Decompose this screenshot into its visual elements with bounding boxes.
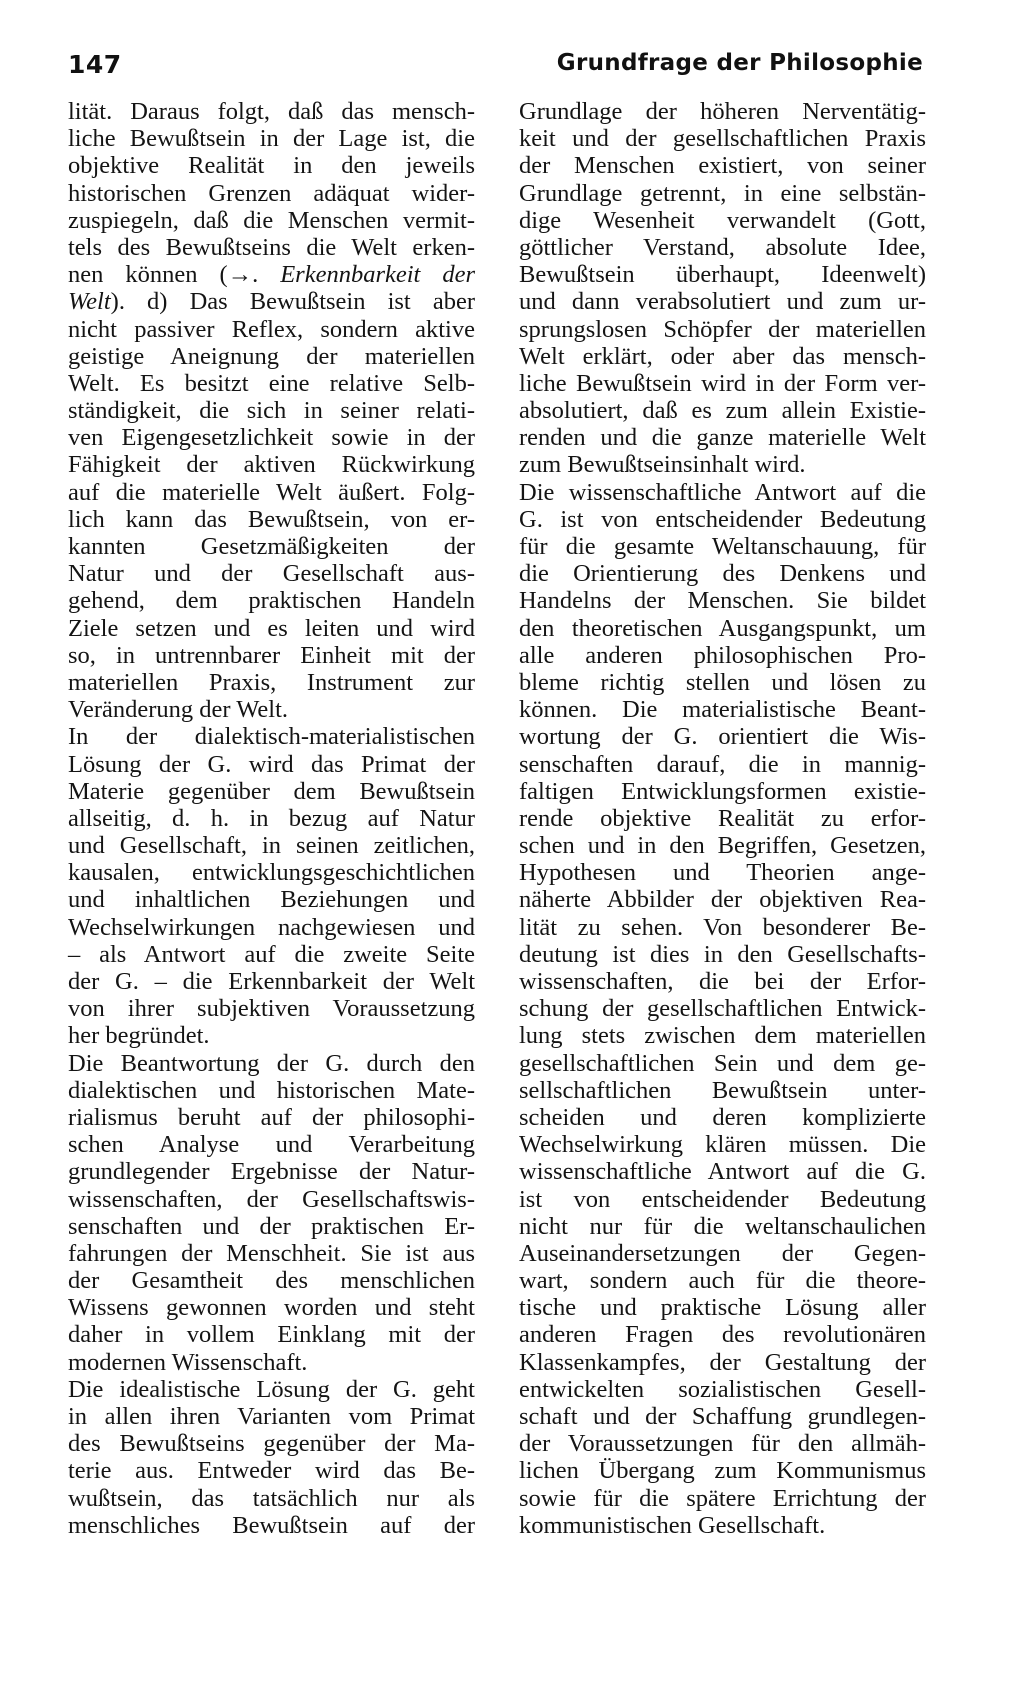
line-text: schung der gesellschaftlichen Entwick-: [519, 995, 926, 1023]
text-line: [68, 1267, 475, 1294]
line-text: ist von entscheidender Bedeutung: [519, 1185, 926, 1213]
line-text: her begründet.: [68, 1022, 210, 1050]
line-text: sprungslosen Schöpfer der materiellen: [519, 315, 926, 343]
line-text: keit und der gesellschaftlichen Praxis: [519, 125, 926, 153]
text-line: [68, 397, 475, 424]
text-line: [68, 1485, 475, 1512]
text-line: [519, 1294, 926, 1321]
line-text: alle anderen philosophischen Pro-: [519, 641, 926, 669]
line-text: der Menschen existiert, von seiner: [519, 152, 926, 180]
text-line: [68, 995, 475, 1022]
text-line: [68, 1240, 475, 1267]
line-text: und dann verabsolutiert und zum ur-: [519, 288, 926, 316]
line-text: materiellen Praxis, Instrument zur: [68, 668, 475, 696]
text-line: [519, 370, 926, 397]
line-text: grundlegender Ergebnisse der Natur-: [68, 1158, 475, 1186]
text-line: [68, 1294, 475, 1321]
line-text: kausalen, entwicklungsgeschichtlichen: [68, 859, 475, 887]
line-text: lität. Daraus folgt, daß das mensch-: [68, 98, 475, 125]
text-line: [519, 968, 926, 995]
line-text: nicht passiver Reflex, sondern aktive: [68, 315, 475, 343]
text-line: [519, 288, 926, 315]
line-text: tische und praktische Lösung aller: [519, 1294, 926, 1322]
text-line: [68, 1077, 475, 1104]
line-text: Natur und der Gesellschaft aus-: [68, 560, 475, 588]
text-line: [68, 1349, 475, 1376]
text-line: [519, 1240, 926, 1267]
text-line: [519, 751, 926, 778]
line-text: modernen Wissenschaft.: [68, 1348, 308, 1376]
text-line: [519, 1403, 926, 1430]
text-line: [68, 261, 475, 288]
text-line: [68, 941, 475, 968]
line-text: – als Antwort auf die zweite Seite: [68, 940, 475, 968]
text-line: [68, 642, 475, 669]
text-line: [519, 1077, 926, 1104]
line-text: Die wissenschaftliche Antwort auf die: [519, 478, 926, 506]
line-text: Grundlage getrennt, in eine selbstän-: [519, 179, 926, 207]
line-text: wortung der G. orientiert die Wis-: [519, 723, 926, 751]
text-line: [519, 615, 926, 642]
text-line: [68, 805, 475, 832]
line-text: schen Analyse und Verarbeitung: [68, 1131, 475, 1159]
line-text: tels des Bewußtseins die Welt erken-: [68, 233, 475, 261]
line-text: faltigen Entwicklungsformen existie-: [519, 777, 926, 805]
text-line: [68, 316, 475, 343]
text-line: [68, 506, 475, 533]
line-text: gehend, dem praktischen Handeln: [68, 587, 475, 615]
right-text-column: [519, 98, 926, 1539]
text-line: [68, 1050, 475, 1077]
left-text-column: [68, 98, 475, 1539]
text-line: [68, 832, 475, 859]
text-line: [519, 152, 926, 179]
line-text: deutung ist dies in den Gesellschafts-: [519, 940, 926, 968]
text-line: [68, 1131, 475, 1158]
text-line: [519, 180, 926, 207]
line-text: dialektischen und historischen Mate-: [68, 1076, 475, 1104]
text-line: [519, 778, 926, 805]
text-line: [68, 1022, 475, 1049]
line-text: Wechselwirkungen nachgewiesen und: [68, 913, 475, 941]
text-line: [519, 1321, 926, 1348]
line-text: rialismus beruht auf der philosophi-: [68, 1103, 475, 1131]
line-text: von ihrer subjektiven Voraussetzung: [68, 995, 475, 1023]
cross-reference-italic: Welt: [68, 288, 111, 316]
line-text: sellschaftlichen Bewußtsein unter-: [519, 1076, 926, 1104]
text-line: [68, 859, 475, 886]
text-line: [68, 479, 475, 506]
line-text: nicht nur für die weltanschaulichen: [519, 1212, 926, 1240]
text-line: [68, 587, 475, 614]
line-text: ständigkeit, die sich in seiner relati-: [68, 397, 475, 425]
text-line: [68, 1104, 475, 1131]
line-text: lung stets zwischen dem materiellen: [519, 1022, 926, 1050]
text-line: [519, 98, 926, 125]
line-text: für die gesamte Weltanschauung, für: [519, 533, 926, 560]
text-line: [68, 451, 475, 478]
line-text: bleme richtig stellen und lösen zu: [519, 668, 926, 696]
text-line: [519, 1022, 926, 1049]
text-line: [519, 1131, 926, 1158]
line-text: Auseinandersetzungen der Gegen-: [519, 1239, 926, 1267]
line-text: schaft und der Schaffung grundlegen-: [519, 1403, 926, 1430]
line-text: Welt. Es besitzt eine relative Selb-: [68, 369, 475, 397]
line-text: Bewußtsein überhaupt, Ideenwelt): [519, 261, 926, 289]
text-line: [519, 995, 926, 1022]
text-line: [519, 261, 926, 288]
text-line: [68, 1213, 475, 1240]
line-text: können. Die materialistische Beant-: [519, 696, 926, 724]
line-text: ). d) Das Bewußtsein ist aber: [110, 288, 475, 316]
line-text: wart, sondern auch für die theore-: [519, 1267, 926, 1295]
text-line: [519, 397, 926, 424]
line-text: geistige Aneignung der materiellen: [68, 342, 475, 370]
line-text: renden und die ganze materielle Welt: [519, 424, 926, 452]
text-line: [519, 914, 926, 941]
text-line: [519, 479, 926, 506]
text-line: [519, 886, 926, 913]
line-text: und Gesellschaft, in seinen zeitlichen,: [68, 832, 475, 860]
line-text: liche Bewußtsein wird in der Form ver-: [519, 369, 926, 397]
text-line: [68, 1158, 475, 1185]
line-text: der G. – die Erkennbarkeit der Welt: [68, 968, 475, 995]
line-text: rende objektive Realität zu erfor-: [519, 804, 926, 832]
line-text: Klassenkampfes, der Gestaltung der: [519, 1348, 926, 1376]
line-text: Die Beantwortung der G. durch den: [68, 1049, 475, 1077]
line-text: G. ist von entscheidender Bedeutung: [519, 505, 926, 533]
text-line: [68, 1376, 475, 1403]
line-text: Welt erklärt, oder aber das mensch-: [519, 342, 926, 370]
text-line: [519, 805, 926, 832]
line-text: Wissens gewonnen worden und steht: [68, 1294, 475, 1322]
text-line: [519, 125, 926, 152]
line-text: kommunistischen Gesellschaft.: [519, 1511, 826, 1539]
line-text: so, in untrennbarer Einheit mit der: [68, 641, 475, 669]
text-line: [68, 560, 475, 587]
line-text: der Voraussetzungen für den allmäh-: [519, 1430, 926, 1458]
text-line: [519, 1376, 926, 1403]
line-text: Hypothesen und Theorien ange-: [519, 859, 926, 887]
text-line: [68, 968, 475, 995]
line-text: lich kann das Bewußtsein, von er-: [68, 505, 475, 533]
text-line: [68, 723, 475, 750]
line-text: der Gesamtheit des menschlichen: [68, 1267, 475, 1295]
line-text: Lösung der G. wird das Primat der: [68, 750, 475, 778]
line-text: Veränderung der Welt.: [68, 696, 289, 724]
line-text: Die idealistische Lösung der G. geht: [68, 1375, 475, 1403]
line-text: kannten Gesetzmäßigkeiten der: [68, 533, 475, 560]
text-line: [519, 560, 926, 587]
text-line: [68, 778, 475, 805]
line-text: lichen Übergang zum Kommunismus: [519, 1457, 926, 1485]
line-text: terie aus. Entweder wird das Be-: [68, 1457, 475, 1485]
line-text: Fähigkeit der aktiven Rückwirkung: [68, 451, 475, 479]
line-text: näherte Abbilder der objektiven Rea-: [519, 886, 926, 914]
text-line: [519, 669, 926, 696]
text-line: [519, 1430, 926, 1457]
line-text: Handelns der Menschen. Sie bildet: [519, 587, 926, 615]
line-text: auf die materielle Welt äußert. Folg-: [68, 478, 475, 506]
text-line: [519, 1485, 926, 1512]
line-text: wissenschaften, der Gesellschaftswis-: [68, 1185, 475, 1213]
line-text: in allen ihren Varianten vom Primat: [68, 1403, 475, 1430]
text-line: [68, 533, 475, 560]
text-line: [68, 180, 475, 207]
text-line: [519, 1186, 926, 1213]
line-text: die Orientierung des Denkens und: [519, 560, 926, 588]
text-line: [68, 125, 475, 152]
text-line: [519, 642, 926, 669]
text-line: [68, 152, 475, 179]
line-text: gesellschaftlichen Sein und dem ge-: [519, 1049, 926, 1077]
text-line: [519, 1457, 926, 1484]
text-line: [68, 1321, 475, 1348]
text-line: [519, 506, 926, 533]
line-text: scheiden und deren komplizierte: [519, 1103, 926, 1131]
line-text: Wechselwirkung klären müssen. Die: [519, 1131, 926, 1159]
line-text: Grundlage der höheren Nerventätig-: [519, 98, 926, 125]
cross-reference-italic: Erkennbarkeit der: [280, 261, 475, 289]
line-text: entwickelten sozialistischen Gesell-: [519, 1375, 926, 1403]
line-text: objektive Realität in den jeweils: [68, 152, 475, 180]
text-line: [68, 696, 475, 723]
text-line: [68, 669, 475, 696]
text-line: [68, 343, 475, 370]
text-line: [68, 424, 475, 451]
line-text: senschaften darauf, die in mannig-: [519, 750, 926, 778]
line-text: und inhaltlichen Beziehungen und: [68, 886, 475, 914]
line-text: lität zu sehen. Von besonderer Be-: [519, 913, 926, 941]
line-text: anderen Fragen des revolutionären: [519, 1321, 926, 1349]
text-line: [68, 207, 475, 234]
line-text: schen und in den Begriffen, Gesetzen,: [519, 832, 926, 860]
line-text: absolutiert, daß es zum allein Existie-: [519, 397, 926, 425]
text-line: [68, 751, 475, 778]
text-line: [519, 207, 926, 234]
text-line: [519, 451, 926, 478]
text-line: [519, 696, 926, 723]
text-line: [519, 234, 926, 261]
text-line: [519, 1512, 926, 1539]
line-text: Ziele setzen und es leiten und wird: [68, 614, 475, 642]
text-line: [519, 859, 926, 886]
line-text: zum Bewußtseinsinhalt wird.: [519, 451, 806, 479]
text-line: [68, 1512, 475, 1539]
running-head: Grundfrage der Philosophie: [556, 50, 923, 76]
text-line: [519, 723, 926, 750]
text-line: [68, 886, 475, 913]
line-text: allseitig, d. h. in bezug auf Natur: [68, 804, 475, 832]
line-text: Materie gegenüber dem Bewußtsein: [68, 777, 475, 805]
line-text: liche Bewußtsein in der Lage ist, die: [68, 125, 475, 153]
line-text: ven Eigengesetzlichkeit sowie in der: [68, 424, 475, 452]
text-line: [519, 343, 926, 370]
line-text: menschliches Bewußtsein auf der: [68, 1511, 475, 1539]
text-line: [68, 288, 475, 315]
line-text: nen können (→.: [68, 261, 281, 289]
text-line: [68, 914, 475, 941]
text-line: [68, 615, 475, 642]
line-text: daher in vollem Einklang mit der: [68, 1321, 475, 1349]
line-text: göttlicher Verstand, absolute Idee,: [519, 233, 926, 261]
line-text: wissenschaften, die bei der Erfor-: [519, 968, 926, 995]
text-line: [519, 1267, 926, 1294]
text-line: [519, 1213, 926, 1240]
line-text: sowie für die spätere Errichtung der: [519, 1484, 926, 1512]
text-line: [519, 316, 926, 343]
line-text: wissenschaftliche Antwort auf die G.: [519, 1158, 926, 1186]
text-line: [68, 1403, 475, 1430]
text-line: [68, 1457, 475, 1484]
text-line: [519, 424, 926, 451]
line-text: des Bewußtseins gegenüber der Ma-: [68, 1430, 475, 1458]
text-line: [68, 1186, 475, 1213]
text-line: [519, 832, 926, 859]
text-line: [68, 98, 475, 125]
line-text: senschaften und der praktischen Er-: [68, 1212, 475, 1240]
text-line: [519, 533, 926, 560]
line-text: dige Wesenheit verwandelt (Gott,: [519, 206, 926, 234]
page-number: 147: [68, 50, 122, 79]
text-line: [519, 587, 926, 614]
text-line: [519, 1158, 926, 1185]
text-line: [519, 1050, 926, 1077]
text-line: [519, 941, 926, 968]
text-line: [68, 370, 475, 397]
line-text: wußtsein, das tatsächlich nur als: [68, 1484, 475, 1512]
text-line: [519, 1104, 926, 1131]
line-text: In der dialektisch-materialistischen: [68, 723, 475, 751]
line-text: historischen Grenzen adäquat wider-: [68, 179, 475, 207]
line-text: fahrungen der Menschheit. Sie ist aus: [68, 1239, 475, 1267]
text-line: [68, 1430, 475, 1457]
line-text: den theoretischen Ausgangspunkt, um: [519, 614, 926, 642]
line-text: zuspiegeln, daß die Menschen vermit-: [68, 206, 475, 234]
text-line: [519, 1349, 926, 1376]
text-line: [68, 234, 475, 261]
